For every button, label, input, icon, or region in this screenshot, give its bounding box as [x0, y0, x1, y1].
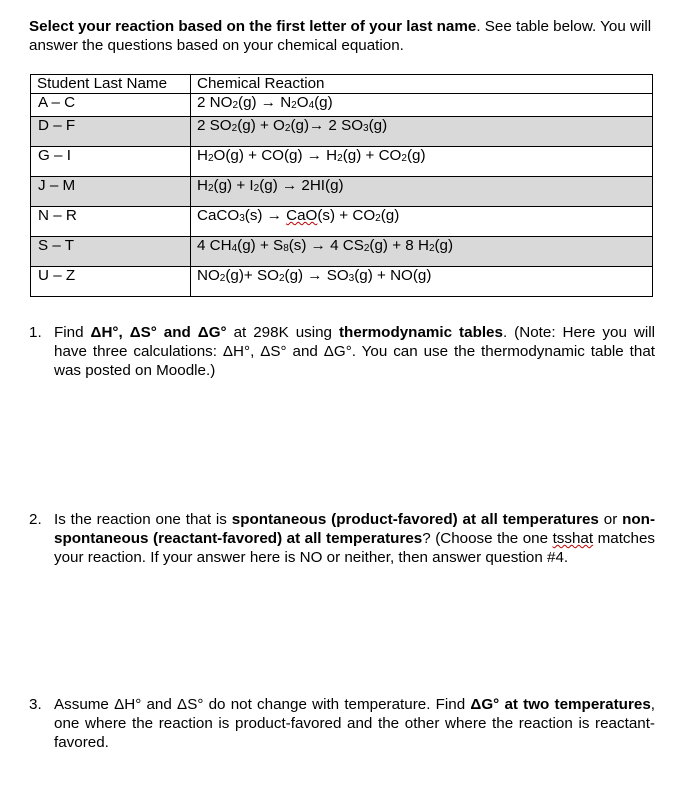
- chemical-reaction: CaCO$_3$(s) → $CaO(s) + CO_2(g)$: [191, 207, 653, 237]
- question-1: [29, 323, 655, 380]
- chemical-reaction: $NO_2(g)+ SO_2(g) \to SO_3(g) + NO(g)$: [191, 267, 653, 297]
- question-2: [29, 510, 655, 567]
- header-chemical-reaction: Chemical Reaction: [191, 75, 653, 94]
- last-name-range: N – R: [31, 207, 191, 237]
- table-row: [31, 237, 653, 267]
- question-number: 2.: [29, 511, 42, 528]
- last-name-range: J – M: [31, 177, 191, 207]
- header-last-name: Student Last Name: [31, 75, 191, 94]
- table-row: [31, 207, 653, 237]
- last-name-range: U – Z: [31, 267, 191, 297]
- table-row: [31, 147, 653, 177]
- instructions-bold: Select your reaction based on the first letter of your last name: [29, 18, 477, 35]
- last-name-range: A – C: [31, 94, 191, 117]
- last-name-range: G – I: [31, 147, 191, 177]
- question-3: [29, 695, 655, 752]
- question-number: 3.: [29, 696, 42, 713]
- table-row: [31, 94, 653, 117]
- question-text: Is the reaction one that is spontaneous (product-favored) at all temperatures or non-spontaneous (reactant-favored) at all temperatures? (Choose the one tsshat matches your reaction. If your answer here is NO or neither, then answer question #4.: [54, 511, 656, 566]
- instructions-rest: . See table below. You will answer the questions based on your chemical equation.: [29, 18, 652, 54]
- reaction-table: [30, 74, 653, 297]
- last-name-range: S – T: [31, 237, 191, 267]
- table-row: [31, 267, 653, 297]
- last-name-range: D – F: [31, 117, 191, 147]
- chemical-reaction: $H_2O(g) + CO(g) \to H_2(g) + CO_2(g)$: [191, 147, 653, 177]
- chemical-reaction: 2 $SO_2(g) + O_2(g)\to 2$ $SO_3(g)$: [191, 117, 653, 147]
- chemical-reaction: $H_2(g) + I_2(g) \to 2HI(g)$: [191, 177, 653, 207]
- question-number: 1.: [29, 324, 42, 341]
- chemical-reaction: 2 $NO_2(g) \to N_2O_4(g)$: [191, 94, 653, 117]
- chemical-reaction: 4 $CH_4(g) + S_8(s) \to 4$ $CS_2(g) + 8$ $H_2(g)$: [191, 237, 653, 267]
- table-row: [31, 177, 653, 207]
- instructions: [29, 17, 657, 55]
- question-text: Assume ΔH° and ΔS° do not change with temperature. Find ΔG° at two temperatures, one where the reaction is product-favored and the other where the reaction is reactant-favored.: [54, 696, 655, 751]
- question-text: Find ΔH°, ΔS° and ΔG° at 298K using thermodynamic tables. (Note: Here you will have three calculations: ΔH°, ΔS° and ΔG°. You can use the thermodynamic table that was posted on Moodle.): [54, 324, 655, 379]
- table-row: [31, 117, 653, 147]
- table-header-row: [31, 75, 653, 94]
